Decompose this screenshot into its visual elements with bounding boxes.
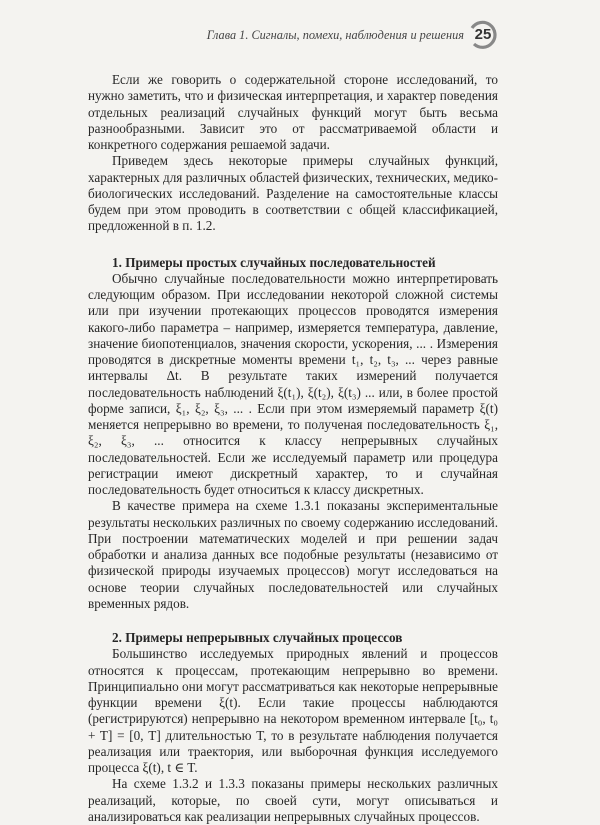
section-heading-1: 1. Примеры простых случайных последовательностей: [112, 254, 436, 270]
paragraph-5: Большинство исследуемых природных явлений и процессов относятся к процессам, протекающим непрерывно во времени. Принципиально они могут рассматриваться как некоторые непрерывные функции времени ξ(t). Если такие процессы наблюдаются (регистрируются) непрерывно на некотором временном интервале [t₀, t₀ + T] = [0, T] длительностью T, то в результате наблюдения получается реализация или траектория, или выборочная функция исследуемого процесса ξ(t), t ∈ T.: [88, 646, 498, 775]
paragraph-6: На схеме 1.3.2 и 1.3.3 показаны примеры нескольких различных реализаций, которые, по своей сути, могут описываться и анализироваться как реализации непрерывных случайных процессов.: [88, 776, 498, 824]
paragraph-4: В качестве примера на схеме 1.3.1 показаны экспериментальные результаты нескольких различных по своему содержанию исследований. При построении математических моделей и при решении задач обработки и анализа данных все подобные результаты (независимо от физической природы изучаемых процессов) могут исследоваться на основе теории случайных последовательностей или случайных временных рядов.: [88, 498, 498, 611]
paragraph-2: Приведем здесь некоторые примеры случайных функций, характерных для различных областей физических, технических, медико-биологических исследований. Разделение на самостоятельные классы будем при этом проводить в соответствии с общей классификацией, предложенной в п. 1.2.: [88, 153, 498, 234]
section-heading-2: 2. Примеры непрерывных случайных процессов: [112, 630, 403, 645]
body-text: [88, 72, 498, 825]
page-number-badge: [468, 19, 498, 49]
paragraph-3: Обычно случайные последовательности можно интерпретировать следующим образом. При исследовании некоторой сложной системы или при изучении протекающих процессов проводятся измерения какого-либо параметра – например, измеряется температура, давление, значение биопотенциалов, значения скорости, ускорения, ... . Измерения проводятся в дискретные моменты времени t₁, t₂, t₃, ... через равные интервалы Δt. В результате таких измерений получается последовательность наблюдений ξ(t₁), ξ(t₂), ξ(t₃) ... или, в более простой форме записи, ξ₁, ξ₂, ξ₃, ... . Если при этом измеряемый параметр ξ(t) меняется непрерывно во времени, то полученая последовательность ξ₁, ξ₂, ξ₃, ... относится к классу непрерывных случайных последовательностей. Если же исследуемый параметр или процедура регистрации имеют дискретный характер, то и случайная последовательность будет относиться к классу дискретных.: [88, 270, 498, 497]
paragraph-1: Если же говорить о содержательной стороне исследований, то нужно заметить, что и физическая интерпретация, и характер поведения отдельных реализаций случайных функций могут быть весьма разнообразными. Зависит это от рассматриваемой области и конкретного содержания решаемой задачи.: [88, 72, 498, 152]
page-number: 25: [474, 25, 492, 43]
running-head: Глава 1. Сигналы, помехи, наблюдения и решения: [206, 28, 464, 42]
